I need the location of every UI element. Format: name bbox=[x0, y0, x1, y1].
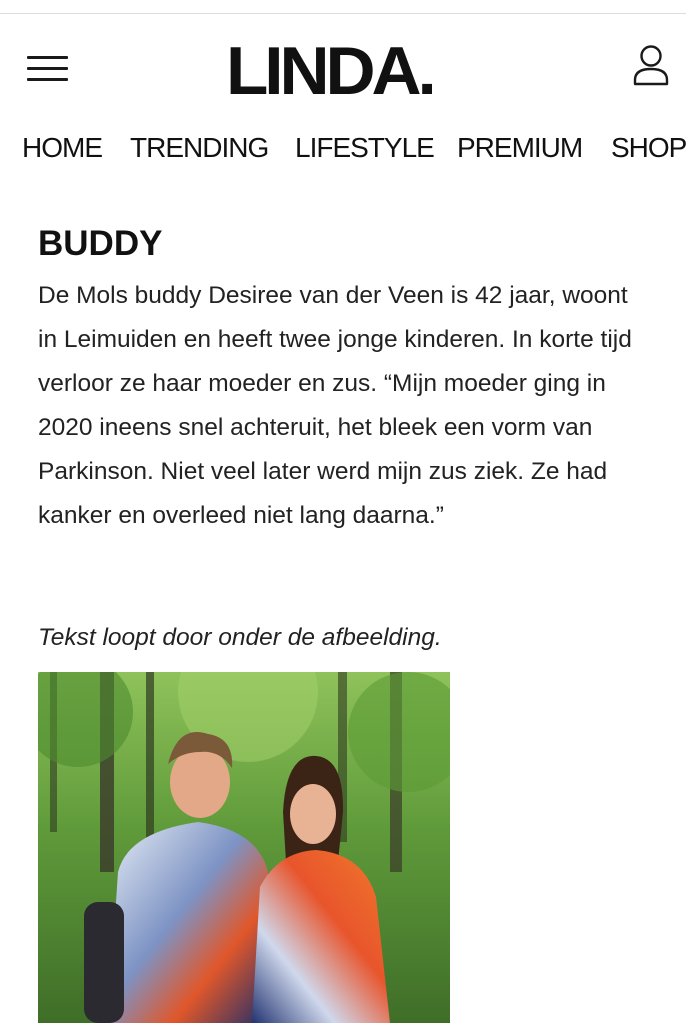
article-section bbox=[38, 222, 648, 538]
nav-item-shop[interactable]: SHOP bbox=[611, 132, 686, 163]
nav-item-home[interactable]: HOME bbox=[22, 132, 102, 163]
site-header bbox=[0, 14, 686, 124]
nav-item-premium[interactable]: PREMIUM bbox=[457, 132, 583, 163]
nav-item-lifestyle[interactable]: LIFESTYLE bbox=[295, 132, 434, 163]
site-logo[interactable]: LINDA. bbox=[226, 33, 433, 109]
hamburger-menu-icon[interactable] bbox=[27, 56, 68, 82]
main-nav bbox=[0, 128, 686, 172]
article-paragraph: De Mols buddy Desiree van der Veen is 42 jaar, woont in Leimuiden en heeft twee jonge kinderen. In korte tijd verloor ze haar moeder en zus. “Mijn moeder ging in 2020 ineens snel achteruit, het bleek een vorm van Parkinson. Niet veel later werd mijn zus ziek. Ze had kanker en overleed niet lang daarna.” bbox=[38, 282, 632, 529]
user-icon[interactable] bbox=[632, 44, 670, 86]
article-photo bbox=[38, 672, 450, 1023]
section-heading: BUDDY bbox=[38, 224, 163, 263]
image-caption: Tekst loopt door onder de afbeelding. bbox=[38, 624, 442, 651]
nav-item-trending[interactable]: TRENDING bbox=[130, 132, 269, 163]
